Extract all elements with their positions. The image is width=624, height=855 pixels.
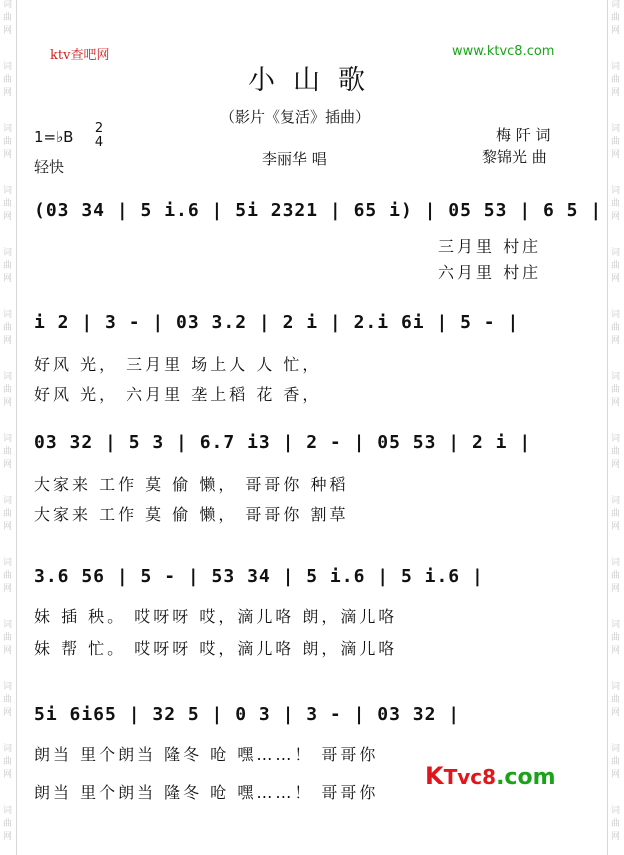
- side-watermark-char: 曲: [3, 199, 13, 209]
- stamp-letter-k: K: [425, 762, 444, 790]
- side-watermark-char: 曲: [611, 695, 621, 705]
- brand-right-url: www.ktvc8.com: [452, 44, 555, 59]
- side-watermark-char: 曲: [3, 261, 13, 271]
- tempo-marking: 轻快: [34, 158, 65, 176]
- side-watermark-char: 词: [3, 62, 13, 72]
- side-watermark-char: 网: [3, 646, 13, 656]
- brand-left-logo: ktv查吧网: [50, 48, 110, 63]
- side-watermark-char: 网: [611, 88, 621, 98]
- side-watermark-char: 网: [3, 150, 13, 160]
- side-watermark-char: 曲: [3, 633, 13, 643]
- side-watermark-char: 曲: [3, 757, 13, 767]
- side-watermark-char: 曲: [3, 13, 13, 23]
- side-watermark-char: 词: [3, 248, 13, 258]
- side-watermark-char: 词: [3, 310, 13, 320]
- notation-row: 5i 6i65 | 32 5 | 0 3 | 3 - | 03 32 |: [34, 704, 461, 725]
- side-watermark-char: 曲: [611, 199, 621, 209]
- side-watermark-char: 曲: [3, 137, 13, 147]
- side-watermark-char: 曲: [611, 633, 621, 643]
- music-line-1: [34, 200, 603, 282]
- side-watermark-char: 曲: [611, 571, 621, 581]
- side-watermark-char: 词: [611, 248, 621, 258]
- side-watermark-char: 曲: [3, 323, 13, 333]
- side-watermark-char: 曲: [3, 819, 13, 829]
- side-watermark-char: 网: [3, 26, 13, 36]
- side-watermark-char: 网: [3, 398, 13, 408]
- side-watermark-char: 曲: [611, 323, 621, 333]
- side-watermark-char: 词: [3, 434, 13, 444]
- lyric-row-1: 三月里 村庄: [438, 237, 542, 256]
- side-watermark-char: 网: [611, 336, 621, 346]
- side-watermark-char: 曲: [611, 385, 621, 395]
- side-watermark-char: 词: [3, 806, 13, 816]
- notation-row: (03 34 | 5 i.6 | 5i 2321 | 65 i) | 05 53 | 6 5 |: [34, 200, 603, 221]
- side-watermark-char: 词: [611, 434, 621, 444]
- side-watermark-char: 词: [611, 744, 621, 754]
- time-signature-top: 2: [94, 121, 104, 136]
- side-watermark-char: 词: [3, 558, 13, 568]
- side-watermark-char: 词: [611, 682, 621, 692]
- side-watermark-char: 词: [611, 558, 621, 568]
- lyric-row-2: 朗当 里个朗当 隆冬 呛 嘿……！ 哥哥你: [34, 783, 379, 802]
- side-watermark-char: 曲: [3, 385, 13, 395]
- side-watermark-char: 词: [3, 744, 13, 754]
- side-watermark-char: 曲: [611, 757, 621, 767]
- side-watermark-char: 曲: [611, 137, 621, 147]
- side-watermark-char: 词: [611, 124, 621, 134]
- side-watermark-char: 词: [611, 310, 621, 320]
- side-watermark-char: 网: [611, 274, 621, 284]
- key-signature: 1=♭B: [34, 128, 74, 146]
- stamp-text-com: .com: [496, 765, 556, 790]
- song-subtitle: （影片《复活》插曲）: [220, 108, 371, 126]
- side-watermark-char: 网: [3, 584, 13, 594]
- lyric-row-1: 大家来 工作 莫 偷 懒， 哥哥你 种稻: [34, 475, 349, 494]
- notation-row: 03 32 | 5 3 | 6.7 i3 | 2 - | 05 53 | 2 i |: [34, 432, 532, 453]
- side-watermark-char: 词: [611, 372, 621, 382]
- side-watermark-char: 网: [3, 460, 13, 470]
- side-watermark-char: 网: [3, 522, 13, 532]
- lyric-row-2: 六月里 村庄: [438, 263, 542, 282]
- singer-credit: 李丽华 唱: [262, 150, 327, 168]
- lyric-row-1: 妹 插 秧。 哎呀呀 哎，滴儿咯 朗，滴儿咯: [34, 607, 398, 626]
- side-watermark-char: 网: [611, 460, 621, 470]
- side-watermark-char: 曲: [3, 447, 13, 457]
- side-watermark-char: 词: [611, 496, 621, 506]
- side-watermark-char: 曲: [3, 695, 13, 705]
- side-watermark-char: 词: [611, 186, 621, 196]
- side-watermark-char: 词: [3, 620, 13, 630]
- side-watermark-char: 曲: [3, 75, 13, 85]
- side-watermark-char: 词: [3, 372, 13, 382]
- side-watermark-char: 曲: [611, 819, 621, 829]
- side-watermark-char: 网: [611, 708, 621, 718]
- side-watermark-char: 曲: [3, 509, 13, 519]
- notation-row: i 2 | 3 - | 03 3.2 | 2 i | 2.i 6i | 5 - |: [34, 312, 520, 333]
- time-signature-bottom: 4: [94, 135, 104, 150]
- side-watermark-char: 曲: [611, 13, 621, 23]
- side-watermark-char: 曲: [611, 261, 621, 271]
- side-watermark-char: 曲: [3, 571, 13, 581]
- music-line-2: [34, 312, 594, 402]
- right-watermark-strip: [607, 0, 624, 855]
- side-watermark-char: 网: [3, 336, 13, 346]
- notation-row: 3.6 56 | 5 - | 53 34 | 5 i.6 | 5 i.6 |: [34, 566, 484, 587]
- ktvc8-stamp-logo: [425, 762, 565, 802]
- lyricist-credit: 梅 阡 词: [496, 126, 551, 144]
- side-watermark-char: 网: [3, 832, 13, 842]
- side-watermark-char: 词: [3, 0, 13, 10]
- composer-credit: 黎锦光 曲: [482, 148, 547, 166]
- lyric-row-1: 朗当 里个朗当 隆冬 呛 嘿……！ 哥哥你: [34, 745, 379, 764]
- side-watermark-char: 曲: [611, 75, 621, 85]
- side-watermark-char: 词: [3, 124, 13, 134]
- side-watermark-char: 网: [611, 150, 621, 160]
- left-watermark-strip: [0, 0, 17, 855]
- side-watermark-char: 网: [611, 398, 621, 408]
- side-watermark-char: 词: [611, 62, 621, 72]
- side-watermark-char: 词: [611, 806, 621, 816]
- side-watermark-char: 网: [611, 522, 621, 532]
- side-watermark-char: 网: [611, 646, 621, 656]
- stamp-text-tvc8: Tvc8: [443, 765, 497, 789]
- side-watermark-char: 网: [611, 832, 621, 842]
- lyric-row-2: 大家来 工作 莫 偷 懒， 哥哥你 割草: [34, 505, 349, 524]
- side-watermark-char: 网: [3, 708, 13, 718]
- side-watermark-char: 网: [3, 770, 13, 780]
- music-line-4: [34, 566, 594, 656]
- lyric-row-2: 妹 帮 忙。 哎呀呀 哎，滴儿咯 朗，滴儿咯: [34, 639, 398, 658]
- side-watermark-char: 网: [611, 584, 621, 594]
- side-watermark-char: 词: [3, 186, 13, 196]
- side-watermark-char: 词: [611, 620, 621, 630]
- time-signature: [93, 122, 105, 150]
- side-watermark-char: 词: [3, 682, 13, 692]
- side-watermark-char: 网: [3, 274, 13, 284]
- lyric-row-1: 好风 光， 三月里 场上人 人 忙，: [34, 355, 322, 374]
- side-watermark-char: 曲: [611, 447, 621, 457]
- song-title: 小山歌: [248, 65, 383, 96]
- side-watermark-char: 网: [3, 212, 13, 222]
- side-watermark-char: 网: [611, 770, 621, 780]
- side-watermark-char: 网: [611, 212, 621, 222]
- side-watermark-char: 词: [611, 0, 621, 10]
- side-watermark-char: 曲: [611, 509, 621, 519]
- side-watermark-char: 网: [611, 26, 621, 36]
- music-line-3: [34, 432, 594, 522]
- lyric-row-2: 好风 光， 六月里 垄上稻 花 香，: [34, 385, 322, 404]
- side-watermark-char: 词: [3, 496, 13, 506]
- side-watermark-char: 网: [3, 88, 13, 98]
